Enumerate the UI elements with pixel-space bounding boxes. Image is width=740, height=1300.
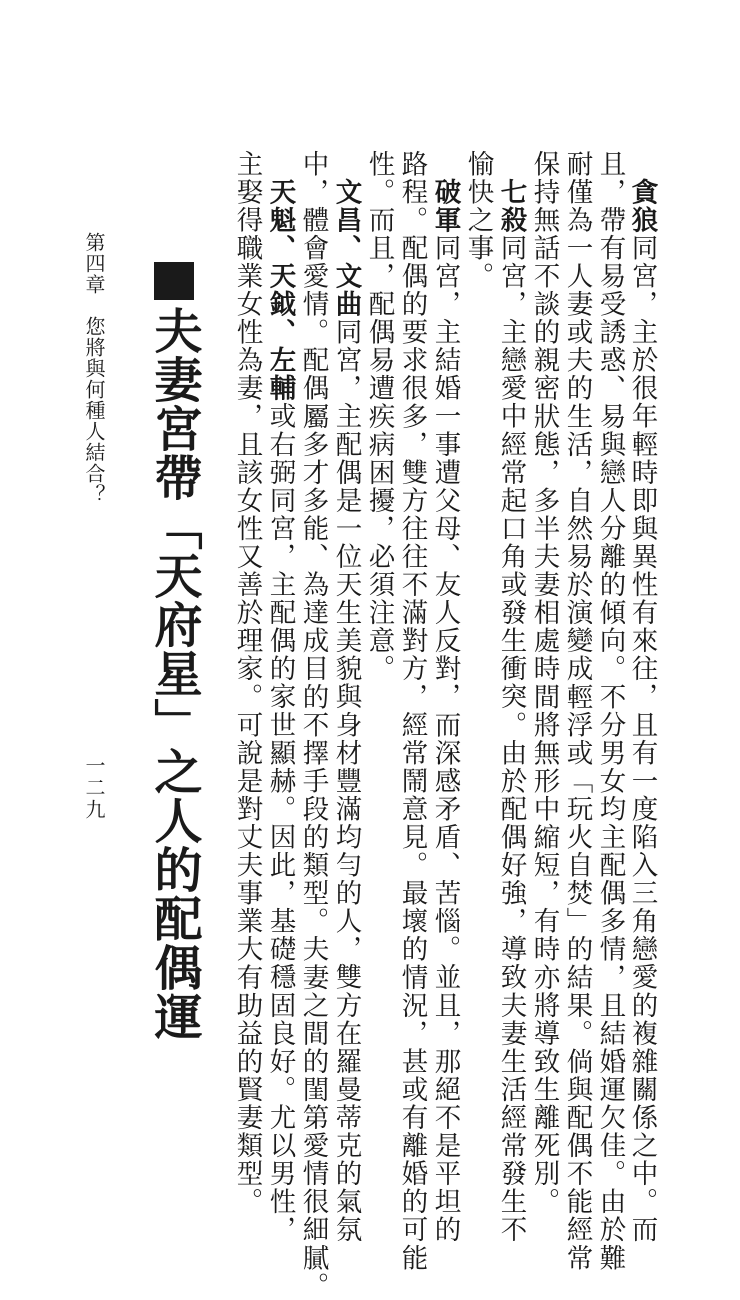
column-text: 耐僅為一人妻或夫的生活，自然易於演變成輕浮或「玩火自焚」的結果。倘與配偶不能經常 — [561, 150, 593, 1272]
text-column-1 — [626, 178, 658, 1244]
column-text: 同宮，主結婚一事遭父母、友人反對，而深感矛盾、苦惱。並且，那絕不是平坦的 — [429, 234, 461, 1244]
text-column-10 — [330, 178, 362, 1244]
text-column-5 — [495, 178, 527, 1244]
column-text: 同宮，主於很年輕時即與異性有來往，且有一度陷入三角戀愛的複雜關係之中。而 — [626, 234, 658, 1244]
section-title-text: 夫妻宮帶「天府星」之人的配偶運 — [146, 306, 202, 1041]
column-text: 保持無話不談的親密狀態，多半夫妻相處時間將無形中縮短，有時亦將導致生離死別。 — [528, 150, 560, 1216]
text-column-13 — [231, 150, 263, 1216]
text-column-7 — [429, 178, 461, 1244]
text-column-3 — [561, 150, 593, 1272]
text-column-11 — [297, 150, 329, 1300]
keyword: 破軍 — [429, 178, 461, 235]
column-text: 且，帶有易受誘惑、易與戀人分離的傾向。不分男女均主配偶多情，且結婚運欠佳。由於難 — [594, 150, 626, 1272]
text-column-6 — [462, 150, 494, 291]
column-text: 主娶得職業女性為妻，且該女性又善於理家。可說是對丈夫事業大有助益的賢妻類型。 — [231, 150, 263, 1216]
keyword: 天魁、天鉞、左輔 — [264, 178, 296, 403]
section-title — [146, 262, 202, 1041]
column-text: 愉快之事。 — [462, 150, 494, 291]
column-text: 同宮，主戀愛中經常起口角或發生衝突。由於配偶好強，導致夫妻生活經常發生不 — [495, 234, 527, 1244]
column-text: 中，體會愛情。配偶屬多才多能、為達成目的不擇手段的類型。夫妻之間的閨第愛情很細膩。 — [297, 150, 329, 1300]
keyword: 文昌、文曲 — [330, 178, 362, 319]
column-text: 同宮，主配偶是一位天生美貌與身材豐滿均勻的人，雙方在羅曼蒂克的氣氛 — [330, 318, 362, 1244]
keyword: 貪狼 — [626, 178, 658, 235]
text-column-8 — [396, 150, 428, 1272]
text-column-9 — [363, 150, 395, 683]
page-number: 一二九 — [82, 755, 106, 821]
text-column-12 — [264, 178, 296, 1244]
running-header: 第四章 您將與何種人結合？ — [82, 232, 106, 505]
text-column-4 — [528, 150, 560, 1216]
column-text: 或右弼同宮，主配偶的家世顯赫。因此，基礎穩固良好。尤以男性， — [264, 402, 296, 1244]
text-column-2 — [594, 150, 626, 1272]
title-marker — [154, 262, 194, 300]
column-text: 性。而且，配偶易遭疾病困擾，必須注意。 — [363, 150, 395, 683]
column-text: 路程。配偶的要求很多，雙方往往不滿對方，經常鬧意見。最壞的情況，甚或有離婚的可能 — [396, 150, 428, 1272]
keyword: 七殺 — [495, 178, 527, 235]
